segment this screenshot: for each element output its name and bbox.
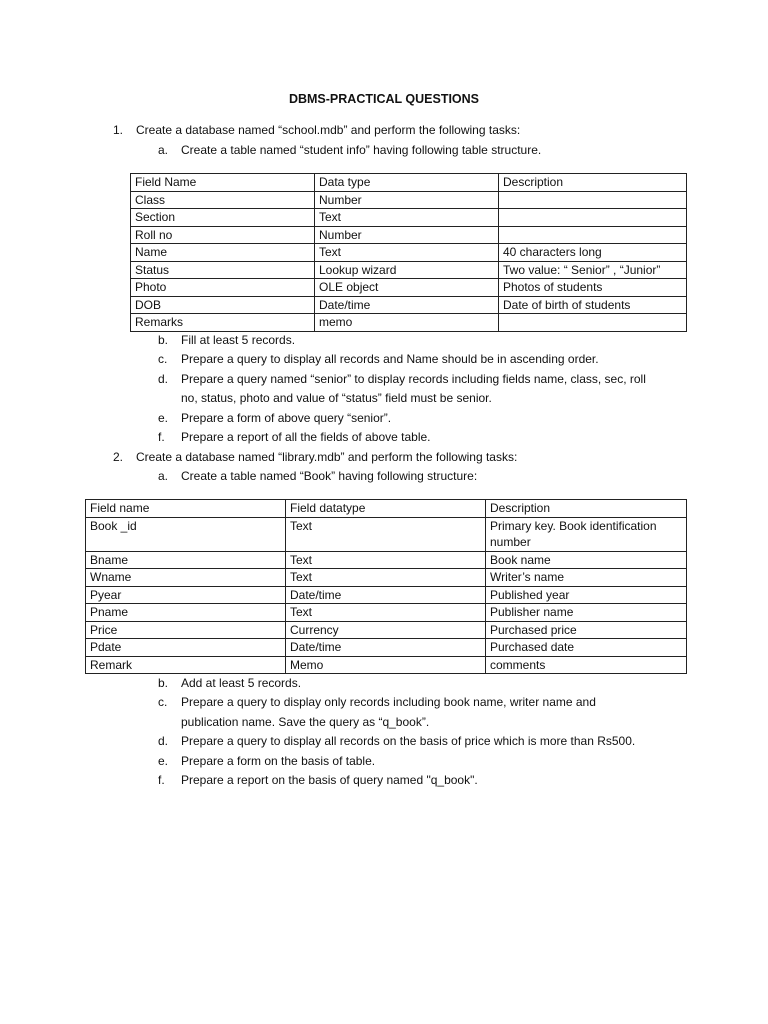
q2-task-a-text: Create a table named “Book” having following structure:: [181, 469, 478, 483]
table-row: [131, 314, 687, 332]
table-cell: Pname: [86, 604, 286, 622]
table-cell: memo: [315, 314, 499, 332]
q2-task-c-label: c.: [158, 695, 168, 709]
table-cell: DOB: [131, 296, 315, 314]
question-1-text: Create a database named “school.mdb” and perform the following tasks:: [136, 123, 521, 137]
table-row: [86, 517, 687, 551]
table-row: [131, 244, 687, 262]
q1-task-b-label: b.: [158, 333, 169, 347]
q2-task-c-continued: publication name. Save the query as “q_book”.: [181, 715, 430, 729]
table-cell: Remarks: [131, 314, 315, 332]
table-cell: Pyear: [86, 586, 286, 604]
q2-task-a-label: a.: [158, 469, 169, 483]
table-row: [86, 569, 687, 587]
table-cell: Date/time: [286, 586, 486, 604]
table-header-cell: Description: [499, 174, 687, 192]
table-row: [131, 209, 687, 227]
table-header-cell: Field datatype: [286, 500, 486, 518]
table-cell: Name: [131, 244, 315, 262]
table-header-row: [86, 500, 687, 518]
q1-task-b-text: Fill at least 5 records.: [181, 333, 296, 347]
table-cell: OLE object: [315, 279, 499, 297]
question-2-number: 2.: [113, 450, 124, 464]
table-cell: Date/time: [286, 639, 486, 657]
table-cell: [499, 209, 687, 227]
table-cell: Publisher name: [486, 604, 687, 622]
book-table: [85, 499, 687, 674]
table-cell: Number: [315, 226, 499, 244]
q2-task-d-text: Prepare a query to display all records on the basis of price which is more than Rs500.: [181, 734, 636, 748]
q2-task-c-text: Prepare a query to display only records including book name, writer name and: [181, 695, 596, 709]
q2-task-d-label: d.: [158, 734, 169, 748]
q1-task-c-label: c.: [158, 352, 168, 366]
table-cell: Remark: [86, 656, 286, 674]
q1-task-e-text: Prepare a form of above query “senior”.: [181, 411, 392, 425]
table-cell: Wname: [86, 569, 286, 587]
table-row: [131, 279, 687, 297]
table-cell: [499, 314, 687, 332]
q2-task-b-label: b.: [158, 676, 169, 690]
table-cell: Purchased price: [486, 621, 687, 639]
table-row: [131, 226, 687, 244]
table-row: [131, 261, 687, 279]
table-cell: Memo: [286, 656, 486, 674]
table-cell: Photo: [131, 279, 315, 297]
q1-task-d-text: Prepare a query named “senior” to display records including fields name, class, sec, roll: [181, 372, 646, 386]
table-cell: Currency: [286, 621, 486, 639]
table-cell: Text: [286, 569, 486, 587]
table-cell: Text: [315, 209, 499, 227]
table-cell: Lookup wizard: [315, 261, 499, 279]
table-cell: Section: [131, 209, 315, 227]
table-cell: Text: [286, 517, 486, 551]
table-row: [86, 656, 687, 674]
table-cell: Class: [131, 191, 315, 209]
q2-task-b-text: Add at least 5 records.: [181, 676, 302, 690]
table-cell: [499, 191, 687, 209]
table-cell: Bname: [86, 551, 286, 569]
table-row: [86, 639, 687, 657]
q1-task-a-label: a.: [158, 143, 169, 157]
q2-task-f-text: Prepare a report on the basis of query named "q_book".: [181, 773, 478, 787]
table-cell: Date of birth of students: [499, 296, 687, 314]
table-cell: Text: [315, 244, 499, 262]
table-cell: Text: [286, 604, 486, 622]
table-row: [86, 551, 687, 569]
q1-task-f-text: Prepare a report of all the fields of above table.: [181, 430, 431, 444]
table-cell: Primary key. Book identification number: [486, 517, 687, 551]
table-cell: Two value: “ Senior” , “Junior”: [499, 261, 687, 279]
table-row: [86, 604, 687, 622]
table-cell: Roll no: [131, 226, 315, 244]
table-cell: Status: [131, 261, 315, 279]
table-cell: Writer’s name: [486, 569, 687, 587]
table-header-cell: Data type: [315, 174, 499, 192]
table-row: [86, 621, 687, 639]
table-cell: Price: [86, 621, 286, 639]
table-cell: 40 characters long: [499, 244, 687, 262]
q1-task-d-label: d.: [158, 372, 169, 386]
table-header-cell: Field name: [86, 500, 286, 518]
table-cell: Book name: [486, 551, 687, 569]
table-cell: Text: [286, 551, 486, 569]
table-header-cell: Field Name: [131, 174, 315, 192]
table-cell: [499, 226, 687, 244]
table-cell: Published year: [486, 586, 687, 604]
table-cell: comments: [486, 656, 687, 674]
q2-task-f-label: f.: [158, 773, 165, 787]
q1-task-c-text: Prepare a query to display all records and Name should be in ascending order.: [181, 352, 599, 366]
table-row: [131, 191, 687, 209]
q1-task-f-label: f.: [158, 430, 165, 444]
table-cell: Book _id: [86, 517, 286, 551]
table-cell: Purchased date: [486, 639, 687, 657]
student-info-table: [130, 173, 687, 332]
q2-task-e-text: Prepare a form on the basis of table.: [181, 754, 376, 768]
table-cell: Date/time: [315, 296, 499, 314]
table-cell: Number: [315, 191, 499, 209]
q1-task-a-text: Create a table named “student info” having following table structure.: [181, 143, 542, 157]
table-cell: Pdate: [86, 639, 286, 657]
table-header-row: [131, 174, 687, 192]
q2-task-e-label: e.: [158, 754, 169, 768]
table-header-cell: Description: [486, 500, 687, 518]
table-cell: Photos of students: [499, 279, 687, 297]
question-1-number: 1.: [113, 123, 124, 137]
question-2-text: Create a database named “library.mdb” and perform the following tasks:: [136, 450, 518, 464]
page-title: DBMS-PRACTICAL QUESTIONS: [288, 92, 480, 106]
table-row: [86, 586, 687, 604]
q1-task-d-continued: no, status, photo and value of “status” field must be senior.: [181, 391, 492, 405]
q1-task-e-label: e.: [158, 411, 169, 425]
table-row: [131, 296, 687, 314]
